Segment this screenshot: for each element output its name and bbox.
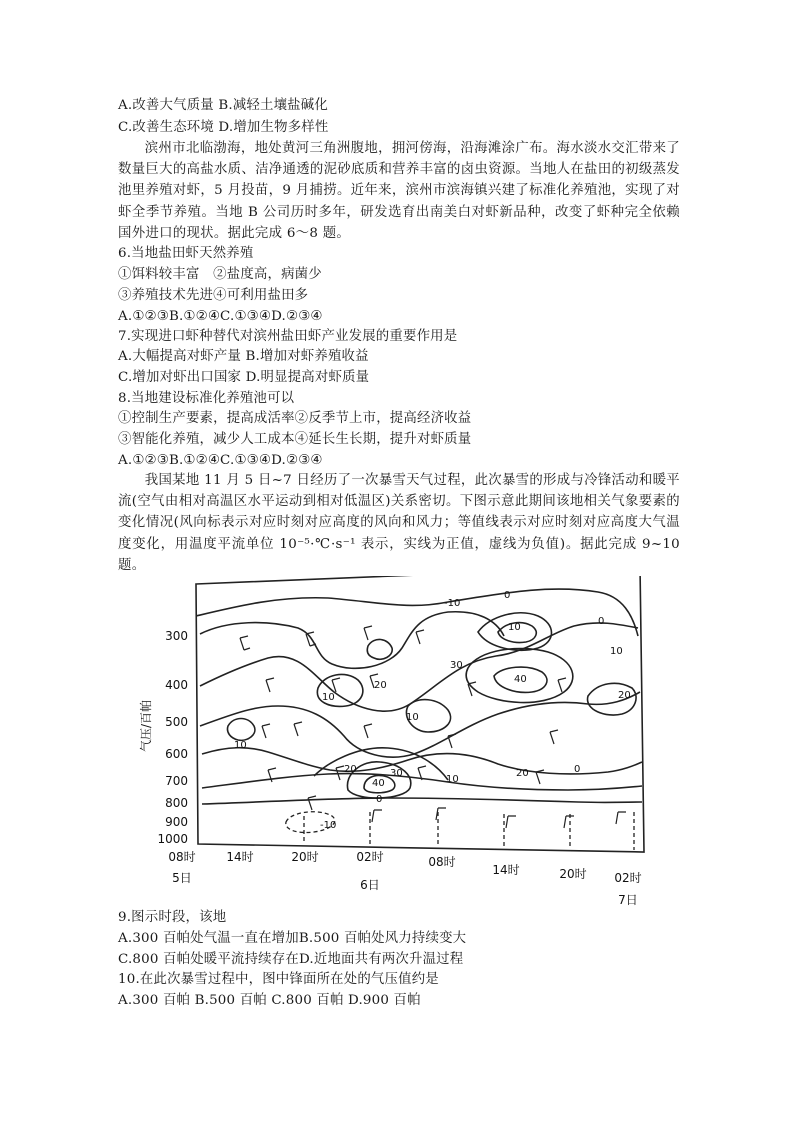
contour-label-19: -10 [320,820,337,831]
contour-label-8: 10 [322,692,335,703]
contour-label-17: 20 [516,768,529,779]
y-tick-300: 300 [165,629,188,643]
x-tick-1: 14时 [226,850,254,864]
q10-stem: 10.在此次暴雪过程中，图中锋面所在处的气压值约是 [118,972,439,987]
q5-options-line2: C.改善生态环境 D.增加生物多样性 [118,120,329,135]
y-axis-title: 气压/百帕 [139,699,153,753]
contour-label-14: 40 [372,778,385,789]
q5-options-line1: A.改善大气质量 B.减轻土壤盐碱化 [118,98,328,113]
x-tick-2: 20时 [291,850,319,864]
contour-label-1: 0 [504,590,511,601]
contour-label-18: 0 [574,764,581,775]
q9-stem: 9.图示时段，该地 [118,910,227,925]
contour-label-12: 20 [344,764,357,775]
q8-options: A.①②③B.①②④C.①③④D.②③④ [118,453,323,468]
contour-label-11: 10 [234,740,247,751]
contour-label-4: 10 [610,646,623,657]
y-tick-labels [157,629,188,846]
x-tick-0: 08时 [168,850,196,864]
q8-items-1: ①控制生产要素，提高成活率②反季节上市，提高经济收益 [118,411,472,426]
y-tick-500: 500 [165,715,188,729]
x-tick-3: 02时 [356,850,384,864]
temperature-advection-figure [118,576,658,906]
q6-options: A.①②③B.①②④C.①③④D.②③④ [118,309,323,324]
x-tick-4: 08时 [428,855,456,869]
contour-label-9: 20 [374,680,387,691]
x-tick-7: 02时 [614,871,642,885]
contour-label-16: 10 [446,774,459,785]
q7-options-2: C.增加对虾出口国家 D.明显提高对虾质量 [118,370,370,385]
q6-stem: 6.当地盐田虾天然养殖 [118,246,254,261]
x-tick-5: 14时 [492,863,520,877]
y-tick-800: 800 [165,796,188,810]
q6-items-1: ①饵料较丰富 ②盐度高，病菌少 [118,267,322,282]
y-tick-1000: 1000 [157,832,188,846]
q7-options-1: A.大幅提高对虾产量 B.增加对虾养殖收益 [118,349,369,364]
q9-options-1: A.300 百帕处气温一直在增加B.500 百帕处风力持续变大 [118,931,467,946]
day-6: 6日 [360,878,380,892]
advection-diagram [118,576,658,906]
q10-options: A.300 百帕 B.500 百帕 C.800 百帕 D.900 百帕 [118,993,421,1008]
day-5: 5日 [172,871,192,885]
q8-stem: 8.当地建设标准化养殖池可以 [118,391,295,406]
q9-options-2: C.800 百帕处暖平流持续存在D.近地面共有两次升温过程 [118,952,464,967]
contour-label-13: 30 [390,768,403,779]
q7-stem: 7.实现进口虾种替代对滨州盐田虾产业发展的重要作用是 [118,329,458,344]
y-tick-900: 900 [165,815,188,829]
day-7: 7日 [618,893,638,906]
passage-snowstorm: 我国某地 11 月 5 日~7 日经历了一次暴雪天气过程，此次暴雪的形成与冷锋活动和暖平流(空气由相对高温区水平运动到相对低温区)关系密切。下图示意此期间该地相关气象要素的变化情况(风向标表示对应时刻对应高度的风向和风力；等值线表示对应时刻对应高度大气温度变化，用温度平流单位 10⁻⁵·℃·s⁻¹ 表示，实线为正值，虚线为负值)。据此完成 9~10 题。 [118,473,680,573]
contour-label-10: 10 [406,712,419,723]
q6-items-2: ③养殖技术先进④可利用盐田多 [118,288,309,303]
contour-label-2: 10 [508,622,521,633]
q8-items-2: ③智能化养殖，减少人工成本④延长生长期，提升对虾质量 [118,432,472,447]
contour-label-0: -10 [444,598,461,609]
contour-lines [196,589,642,832]
y-tick-600: 600 [165,747,188,761]
x-tick-labels [168,849,641,885]
x-tick-6: 20时 [559,867,587,881]
surface-time-markers [304,812,634,850]
y-tick-400: 400 [165,678,188,692]
contour-label-3: 0 [598,616,605,627]
plot-frame [196,576,644,852]
contour-label-6: 30 [450,660,463,671]
contour-label-5: 20 [618,690,631,701]
contour-label-7: 40 [514,674,527,685]
passage-binzhou: 滨州市北临渤海，地处黄河三角洲腹地，拥河傍海，沿海滩涂广布。海水淡水交汇带来了数量巨大的高盐水质、洁净通透的泥砂底质和营养丰富的卤虫资源。当地人在盐田的初级蒸发池里养殖对虾，5 月投苗，9 月捕捞。近年来，滨州市滨海镇兴建了标准化养殖池，实现了对虾全季节养殖。当地 B 公司历时多年，研发选育出南美白对虾新品种，改变了虾种完全依赖国外进口的现状。据此完成 6～8 题。 [118,141,680,241]
y-tick-700: 700 [165,774,188,788]
contour-label-15: 0 [376,794,383,805]
